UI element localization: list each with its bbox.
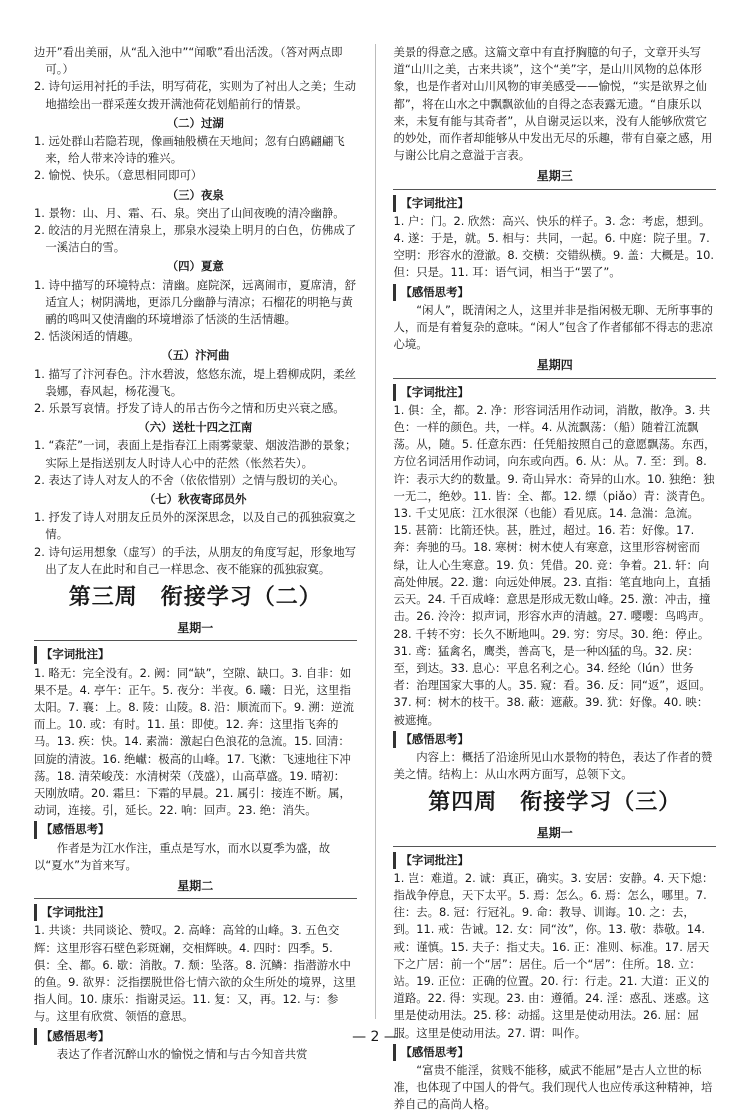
bianhequ-line-1: 1. 描写了汴河春色。汴水碧波，悠悠东流，堤上碧柳成阴，柔丝袅娜，春风起，杨花漫飞。 [34, 366, 357, 398]
xiayi-line-1: 1. 诗中描写的环境特点：清幽。庭院深，远离闹市，夏席清，舒适宜人；树阴满地，更添几分幽静与清凉；石榴花的明艳与黄鹂的鸣叫又使清幽的环境增添了恬淡的生活情趣。 [34, 277, 357, 327]
section-title-guohu: （二）过湖 [166, 115, 224, 130]
label-zici: 【字词批注】 [34, 646, 109, 663]
qiuye-line-2: 2. 诗句运用想象（虚写）的手法，从朋友的角度写起，形象地写出了友人在此时和自己一样思念、夜不能寐的孤独寂寞。 [34, 544, 357, 576]
w4-monday-zici: 1. 岂：难道。2. 诚：真正，确实。3. 安居：安静。4. 天下熄：指战争停息，天下太平。5. 焉：怎么。6. 焉：怎么，哪里。7. 往：去。8. 冠：行冠礼。9. 命：教导、训诲。10. 之：去，到。11. 戒：告诫。12. 女：同“汝”，你。13. 敬：恭敬。14. 戒：谨慎。15. 夫子：指丈夫。16. 正：准则、标准。17. 居天下之广居：前一个“居”：居住。后一个“居”：住所。18. 立：站。19. 正位：正确的位置。20. 行：行走。21. 大道：正义的道路。22. 得：实现。23. 由：遵循。24. 淫：惑乱、迷惑。这里是使动用法。25. 移：动摇。这里是使动用法。26. 屈：屈服。这里是使动用法。27. 谓：叫作。 [393, 870, 714, 1040]
intro-line-1: 边开”看出美丽，从“乱入池中”“闻歌”看出活泼。（答对两点即可。） [34, 45, 343, 77]
week3-heading: 第三周 衔接学习（二） [68, 585, 322, 611]
w3-thursday-zici: 1. 俱：全，都。2. 净：形容词活用作动词，消散，散净。3. 共色：一样的颜色。共，一样。4. 从流飘荡：（船）随着江流飘荡。从，随。5. 任意东西：任凭船按照自己的意愿飘荡。东西，方位名词活用作动词，向东或向西。6. 从：从。7. 至：到。8. 许：表示大约的数量。9. 奇山异水：奇异的山水。10. 独绝：独一无二，绝妙。11. 皆：全、都。12. 缥（piǎo）青：淡青色。13. 千丈见底：江水很深（也能）看见底。14. 急湍：急流。15. 甚箭：比箭还快。甚，胜过，超过。16. 若：好像。17. 奔：奔驰的马。18. 寒树：树木使人有寒意，这里形容树密而绿，让人心生寒意。19. 负：凭借。20. 竞：争着。21. 轩：向高处伸展。22. 邈：向远处伸展。23. 直指：笔直地向上，直插云天。24. 千百成峰：意思是形成无数山峰。25. 激：冲击，撞击。26. 泠泠：拟声词，形容水声的清越。27. 嘤嘤：鸟鸣声。28. 千转不穷：长久不断地叫。29. 穷：穷尽。30. 绝：停止。31. 鸢：猛禽名，鹰类，善高飞，是一种凶猛的鸟。32. 戾：至，到达。33. 息心：平息名利之心。34. 经纶（lún）世务者：治理国家大事的人。35. 窥：看。36. 反：同“返”，返回。37. 柯：树木的枝干。38. 蔽：遮蔽。39. 犹：好像。40. 映：被遮掩。 [393, 402, 716, 727]
divider-rule [393, 189, 716, 190]
w3-thursday-heading: 星期四 [536, 358, 573, 373]
songdu-line-2: 2. 表达了诗人对友人的不舍（依依惜别）之情与殷切的关心。 [34, 472, 345, 487]
qiuye-line-1: 1. 抒发了诗人对朋友丘员外的深深思念，以及自己的孤独寂寞之情。 [34, 510, 357, 542]
left-column [34, 44, 357, 1061]
bianhequ-line-2: 2. 乐景写哀情。抒发了诗人的吊古伤今之情和历史兴衰之感。 [34, 401, 345, 416]
xiayi-line-2: 2. 恬淡闲适的情趣。 [34, 329, 140, 344]
w3-wednesday-zici: 1. 户：门。2. 欣然：高兴、快乐的样子。3. 念：考虑，想到。4. 遂：于是，就。5. 相与：共同，一起。6. 中庭：院子里。7. 空明：形容水的澄澈。8. 交横：交错纵横。9. 盖：大概是。10. 但：只是。11. 耳：语气词，相当于“罢了”。 [393, 213, 714, 280]
w3-wednesday-heading: 星期三 [536, 169, 573, 184]
page-number: — 2 — [352, 1029, 398, 1045]
section-title-yequan: （三）夜泉 [166, 187, 224, 202]
w3-tuesday-ganwu-cont: 美景的得意之感。这篇文章中有直抒胸臆的句子，文章开头写道“山川之美，古来共谈”，这个“美”字，是山川风物的总体形象，也是作者对山川风物的审美感受——愉悦，“实是欲界之仙都”，将在山水之中飘飘欲仙的自得之态表露无遗。“自康乐以来，未复有能与其奇者”，从自谢灵运以来，没有人能够欣赏它的妙处，而作者却能够从中发出无尽的乐趣，带有自豪之感，用与谢公比肩之意溢于言表。 [393, 45, 713, 163]
w3-monday-heading: 星期一 [177, 621, 214, 636]
label-zici: 【字词批注】 [393, 852, 468, 869]
two-column-layout [34, 44, 716, 1112]
w3-monday-zici: 1. 略无：完全没有。2. 阙：同“缺”，空隙、缺口。3. 自非：如果不是。4. 亭午：正午。5. 夜分：半夜。6. 曦：日光，这里指太阳。7. 襄：上。8. 陵：山陵。8. 沿：顺流而下。9. 溯：逆流而上。10. 或：有时。11. 虽：即使。12. 奔：这里指飞奔的马。13. 疾：快。14. 素湍：激起白色浪花的急流。15. 回清：回旋的清波。16. 绝𪩘：极高的山峰。17. 飞漱：飞速地往下冲荡。18. 清荣峻茂：水清树荣（茂盛），山高草盛。19. 晴初：天刚放晴。20. 霜旦：下霜的早晨。21. 属引：接连不断。属，动词，连接。引，延长。22. 响：回声。23. 绝：消失。 [34, 665, 354, 818]
week4-heading: 第四周 衔接学习（三） [428, 790, 682, 816]
label-ganwu: 【感悟思考】 [34, 821, 109, 838]
divider-rule [393, 846, 716, 847]
section-title-songdu: （六）送杜十四之江南 [138, 420, 253, 435]
label-ganwu: 【感悟思考】 [393, 731, 468, 748]
label-ganwu: 【感悟思考】 [393, 1044, 468, 1061]
guohu-line-2: 2. 愉悦、快乐。（意思相同即可） [34, 168, 203, 183]
intro-line-2: 2. 诗句运用衬托的手法，明写荷花，实则为了衬出人之美；生动地描绘出一群采莲女拨开满池荷花划船前行的情景。 [34, 79, 357, 111]
w3-wednesday-ganwu: “闲人”，既清闲之人，这里并非是指闲极无聊、无所事事的人，而是有着复杂的意味。“闲人”包含了作者郁郁不得志的悲凉心境。 [393, 302, 713, 352]
divider-rule [393, 378, 716, 379]
w3-thursday-ganwu: 内容上：概括了沿途所见山水景物的特色，表达了作者的赞美之情。结构上：从山水两方面写，总领下文。 [393, 749, 713, 782]
section-title-bianhequ: （五）汴河曲 [161, 348, 230, 363]
section-title-xiayi: （四）夏意 [166, 259, 224, 274]
w4-monday-heading: 星期一 [536, 826, 573, 841]
w3-tuesday-ganwu: 表达了作者沉醉山水的愉悦之情和与古今知音共赏 [56, 1046, 308, 1061]
section-title-qiuye: （七）秋夜寄邱员外 [143, 492, 247, 507]
guohu-line-1: 1. 远处群山若隐若现，像画轴般横在天地间；忽有白鸥翩翩飞来，给人带来冷诗的雅兴。 [34, 134, 345, 166]
w3-monday-ganwu: 作者是为江水作注，重点是写水，而水以夏季为盛，故以“夏水”为首来写。 [34, 840, 331, 872]
divider-rule [34, 898, 357, 899]
right-column [393, 44, 716, 1112]
songdu-line-1: 1. “森茫”一词，表面上是指春江上雨雾蒙蒙、烟波浩渺的景象；实际上是指送别友人时诗人心中的茫然（怅然若失）。 [34, 438, 357, 470]
label-zici: 【字词批注】 [393, 384, 468, 401]
yequan-line-1: 1. 景物：山、月、霜、石、泉。突出了山间夜晚的清冷幽静。 [34, 205, 345, 220]
w3-tuesday-heading: 星期二 [177, 878, 214, 893]
label-ganwu: 【感悟思考】 [393, 284, 468, 301]
yequan-line-2: 2. 皎洁的月光照在清泉上，那泉水浸染上明月的白色，仿佛成了一溪洁白的雪。 [34, 223, 357, 255]
w4-monday-ganwu: “富贵不能淫，贫贱不能移，威武不能屈”是古人立世的标准，也体现了中国人的骨气。我们现代人也应传承这种精神，培养自己的高尚人格。 [393, 1062, 713, 1112]
label-ganwu: 【感悟思考】 [34, 1028, 109, 1045]
w3-tuesday-zici: 1. 共谈：共同谈论、赞叹。2. 高峰：高耸的山峰。3. 五色交辉：这里形容石壁色彩斑斓，交相辉映。4. 四时：四季。5. 俱：全、都。6. 歇：消散。7. 颓：坠落。8. 沉鳞：指潜游水中的鱼。9. 欲界：泛指摆脱世俗七情六欲的众生所处的境界，这里指人间。10. 康乐：指谢灵运。11. 复：又，再。12. 与：参与。这里有欣赏、领悟的意思。 [34, 923, 357, 1024]
label-zici: 【字词批注】 [34, 904, 109, 921]
divider-rule [34, 640, 357, 641]
column-divider [375, 44, 376, 1019]
label-zici: 【字词批注】 [393, 195, 468, 212]
